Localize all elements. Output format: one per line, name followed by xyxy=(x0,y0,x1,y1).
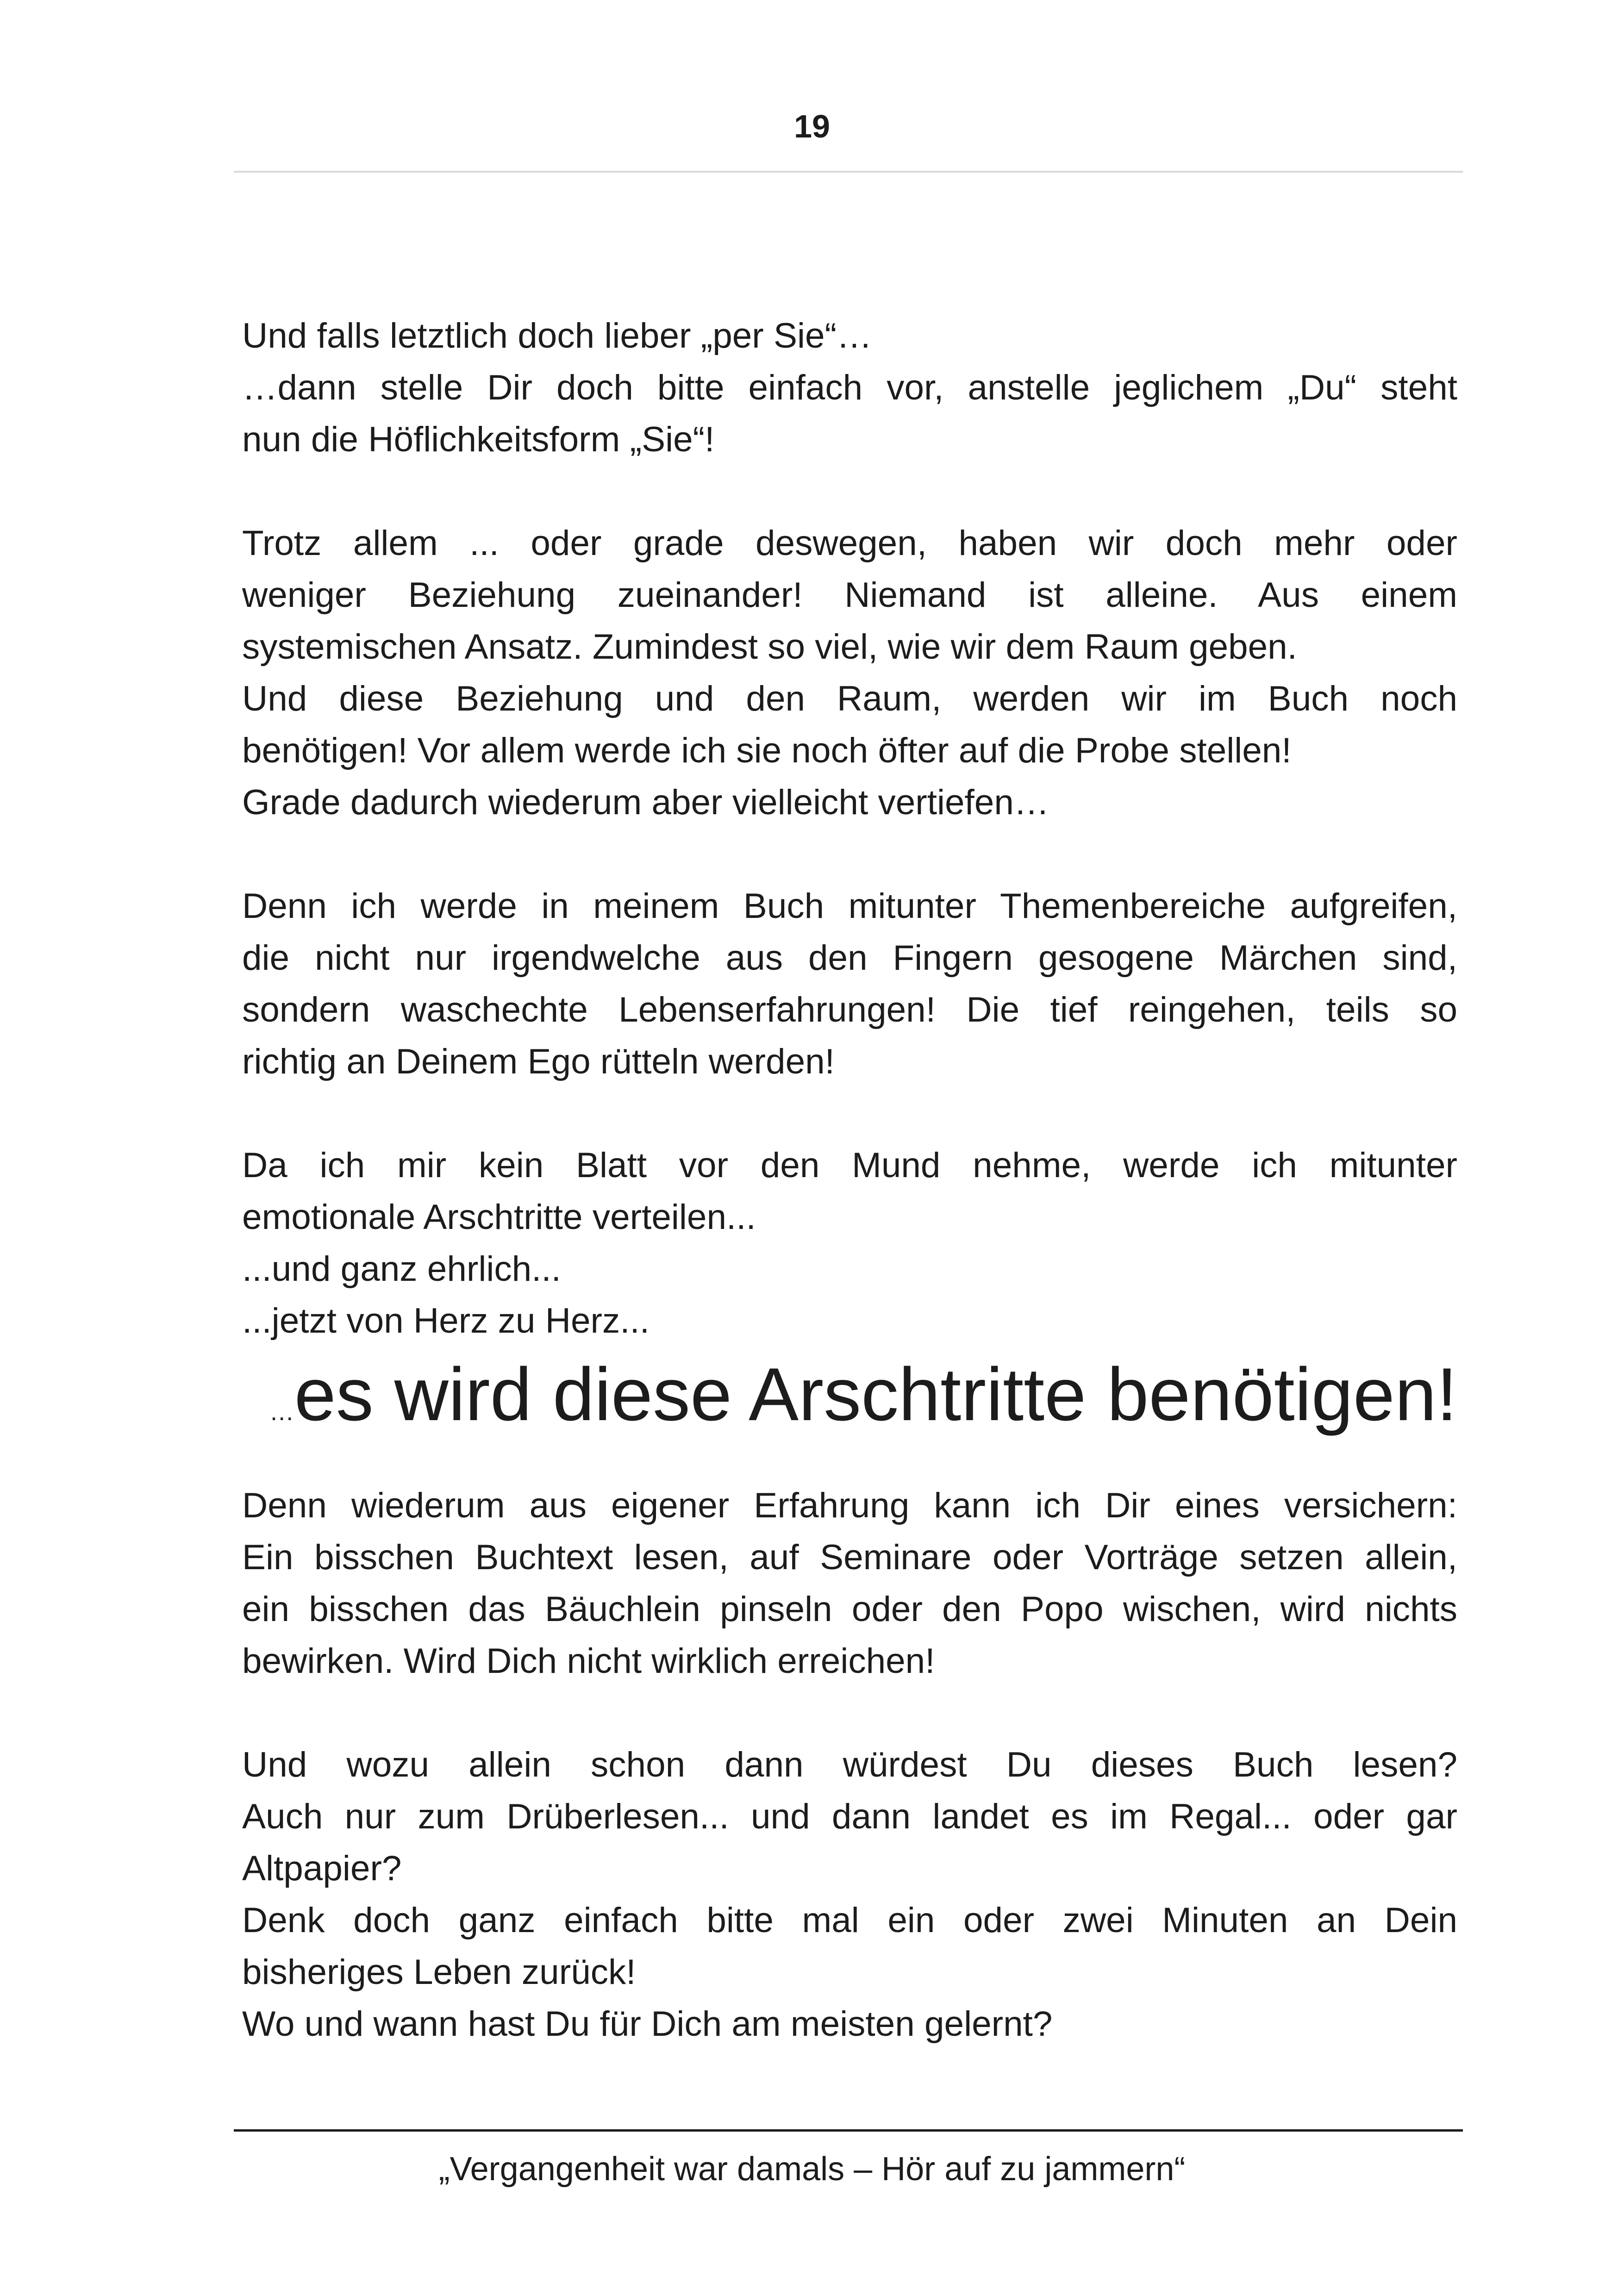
text-line: ein bisschen das Bäuchlein pinseln oder den Popo wischen, wird nichts xyxy=(242,1590,1457,1629)
text-line: Grade dadurch wiederum aber vielleicht vertiefen… xyxy=(242,783,1049,822)
text-line: Denn ich werde in meinem Buch mitunter Themenbereiche aufgreifen, xyxy=(242,886,1457,926)
text-line: benötigen! Vor allem werde ich sie noch öfter auf die Probe stellen! xyxy=(242,731,1292,770)
text-line: Trotz allem ... oder grade deswegen, haben wir doch mehr oder xyxy=(242,524,1457,563)
emphasis-heading xyxy=(242,1351,1457,1456)
text-line: Wo und wann hast Du für Dich am meisten gelernt? xyxy=(242,2004,1053,2044)
text-line: Und falls letztlich doch lieber „per Sie“… xyxy=(242,316,872,355)
text-line: die nicht nur irgendwelche aus den Fingern gesogene Märchen sind, xyxy=(242,938,1457,978)
text-line: richtig an Deinem Ego rütteln werden! xyxy=(242,1042,835,1081)
text-line: systemischen Ansatz. Zumindest so viel, wie wir dem Raum geben. xyxy=(242,627,1297,667)
paragraph-wozu xyxy=(242,1739,1457,2050)
text-line: emotionale Arschtritte verteilen... xyxy=(242,1197,756,1237)
text-line: ...und ganz ehrlich... xyxy=(242,1249,561,1289)
paragraph-per-sie xyxy=(242,310,1457,466)
header-divider xyxy=(234,171,1463,173)
paragraph-beziehung xyxy=(242,518,1457,829)
text-line: Und diese Beziehung und den Raum, werden wir im Buch noch xyxy=(242,679,1457,718)
text-line: Auch nur zum Drüberlesen... und dann landet es im Regal... oder gar xyxy=(242,1797,1457,1836)
paragraph-arschtritte xyxy=(242,1140,1457,1347)
text-line: bewirken. Wird Dich nicht wirklich erreichen! xyxy=(242,1641,935,1681)
text-line: Da ich mir kein Blatt vor den Mund nehme, werde ich mitunter xyxy=(242,1146,1457,1185)
text-line: Ein bisschen Buchtext lesen, auf Seminare oder Vorträge setzen allein, xyxy=(242,1538,1457,1577)
text-line: nun die Höflichkeitsform „Sie“! xyxy=(242,420,715,459)
text-line: sondern waschechte Lebenserfahrungen! Die tief reingehen, teils so xyxy=(242,990,1457,1029)
text-line: weniger Beziehung zueinander! Niemand ist alleine. Aus einem xyxy=(242,575,1457,615)
text-line: Denn wiederum aus eigener Erfahrung kann ich Dir eines versichern: xyxy=(242,1486,1457,1525)
text-line: Altpapier? xyxy=(242,1849,402,1888)
footer-divider xyxy=(234,2129,1463,2132)
emphasis-ellipsis: … xyxy=(269,1398,294,1426)
page-number: 19 xyxy=(794,108,830,144)
paragraph-erfahrung xyxy=(242,1480,1457,1687)
text-line: bisheriges Leben zurück! xyxy=(242,1952,636,1992)
text-line: …dann stelle Dir doch bitte einfach vor, anstelle jeglichem „Du“ steht xyxy=(242,368,1457,407)
text-line: ...jetzt von Herz zu Herz... xyxy=(242,1301,650,1341)
text-line: Und wozu allein schon dann würdest Du dieses Buch lesen? xyxy=(242,1745,1457,1784)
emphasis-text: es wird diese Arschtritte benötigen! xyxy=(294,1353,1457,1436)
paragraph-themenbereiche xyxy=(242,880,1457,1088)
page-body xyxy=(242,310,1457,2050)
footer-book-title: „Vergangenheit war damals – Hör auf zu jammern“ xyxy=(438,2151,1186,2188)
text-line: Denk doch ganz einfach bitte mal ein oder zwei Minuten an Dein xyxy=(242,1901,1457,1940)
